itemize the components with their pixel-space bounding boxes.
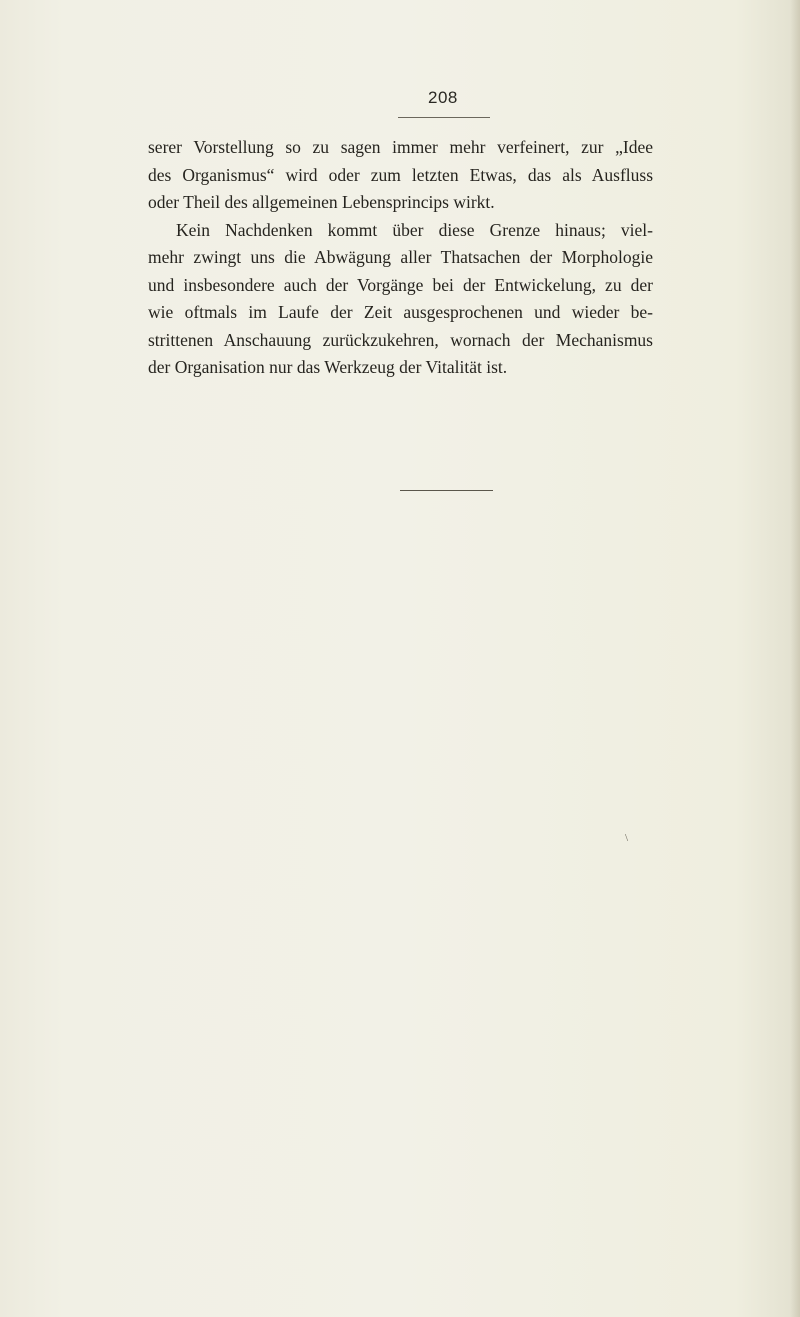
text-line: serer Vorstellung so zu sagen immer mehr verfeinert, zur „Idee (148, 137, 653, 157)
text-line: strittenen Anschauung zurückzukehren, wornach der Mechanismus (148, 329, 653, 350)
stray-mark: \ (625, 832, 629, 844)
paragraph-1 (148, 134, 653, 217)
section-divider (400, 490, 493, 491)
page-number: 208 (428, 88, 458, 107)
text-line: oder Theil des allgemeinen Lebensprincips wirkt. (148, 192, 495, 212)
text-line: und insbesondere auch der Vorgänge bei der Entwickelung, zu der (148, 274, 653, 295)
paragraph-2 (148, 217, 653, 382)
body-text (148, 134, 653, 382)
text-line: mehr zwingt uns die Abwägung aller Thatsachen der Morphologie (148, 247, 653, 267)
text-line: Kein Nachdenken kommt über diese Grenze hinaus; viel- (176, 219, 653, 240)
text-line: des Organismus“ wird oder zum letzten Etwas, das als Ausfluss (148, 164, 653, 185)
text-line: wie oftmals im Laufe der Zeit ausgesprochenen und wieder be- (148, 302, 653, 322)
header-rule (398, 117, 490, 118)
page-edge-shadow (790, 0, 800, 1317)
text-line: der Organisation nur das Werkzeug der Vitalität ist. (148, 357, 508, 377)
